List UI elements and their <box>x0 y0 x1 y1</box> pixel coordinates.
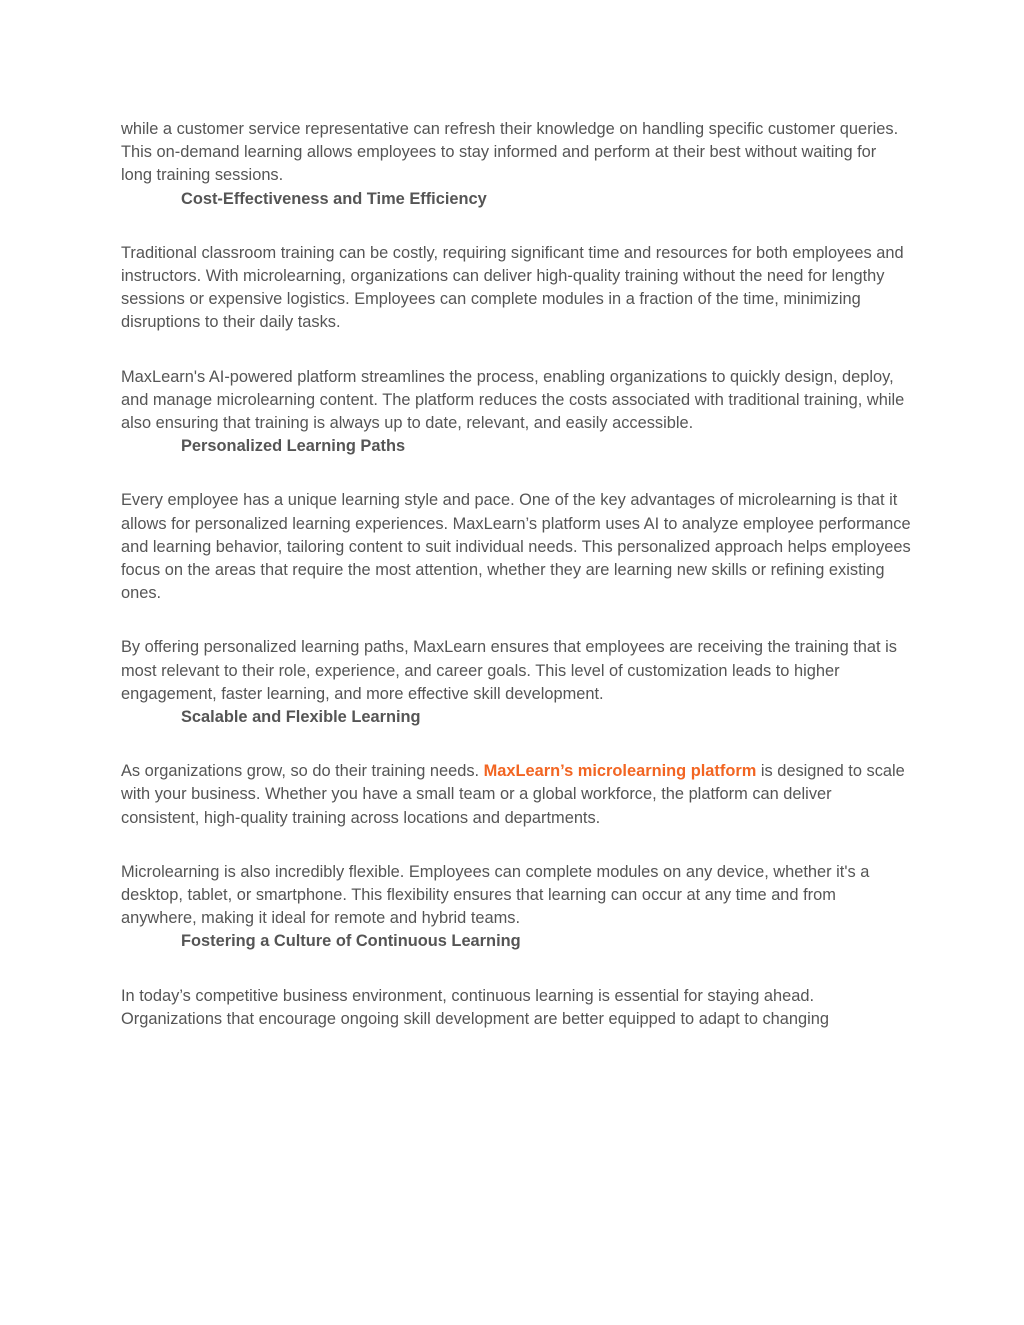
document-page <box>121 118 911 1031</box>
paragraph-learning-style: Every employee has a unique learning style and pace. One of the key advantages of microlearning is that it allows for personalized learning experiences. MaxLearn’s platform uses AI to analyze employee performance and learning behavior, tailoring content to suit individual needs. This personalized approach helps employees focus on the areas that require the most attention, whether they are learning new skills or refining existing ones. <box>121 491 911 603</box>
paragraph-organizations-grow <box>121 760 911 830</box>
paragraph-flexible-learning: Microlearning is also incredibly flexible. Employees can complete modules on any device, whether it's a desktop, tablet, or smartphone. This flexibility ensures that learning can occur at any time and from anywhere, making it ideal for remote and hybrid teams. <box>121 862 870 928</box>
paragraph-personalized-paths: By offering personalized learning paths, MaxLearn ensures that employees are receiving the training that is most relevant to their role, experience, and career goals. This level of customization leads to higher engagement, faster learning, and more effective skill development. <box>121 638 897 703</box>
heading-scalable-learning: Scalable and Flexible Learning <box>181 708 421 727</box>
paragraph-on-demand-continued: while a customer service representative can refresh their knowledge on handling specific customer queries. This on-demand learning allows employees to stay informed and perform at their best without waiting for long training sessions. <box>121 120 899 185</box>
heading-personalized-learning: Personalized Learning Paths <box>181 437 406 456</box>
paragraph-text-after-link: is designed to scale with your business. Whether you have a small team or a global workforce, the platform can deliver consistent, high-quality training across locations and departments. <box>121 762 905 827</box>
microlearning-platform-link[interactable]: MaxLearn’s microlearning platform <box>483 762 757 781</box>
paragraph-competitive-environment: In today’s competitive business environment, continuous learning is essential for staying ahead. Organizations that encourage ongoing skill development are better equipped to adapt to changing <box>121 986 830 1028</box>
heading-continuous-learning: Fostering a Culture of Continuous Learning <box>181 932 521 951</box>
paragraph-traditional-training: Traditional classroom training can be costly, requiring significant time and resources for both employees and instructors. With microlearning, organizations can deliver high-quality training without the need for lengthy sessions or expensive logistics. Employees can complete modules in a fraction of the time, minimizing disruptions to their daily tasks. <box>121 243 904 332</box>
heading-cost-effectiveness: Cost-Effectiveness and Time Efficiency <box>181 189 487 208</box>
paragraph-text-before-link: As organizations grow, so do their training needs. <box>121 762 484 781</box>
paragraph-ai-platform: MaxLearn's AI-powered platform streamlines the process, enabling organizations to quickly design, deploy, and manage microlearning content. The platform reduces the costs associated with traditional training, while also ensuring that training is always up to date, relevant, and easily accessible. <box>121 367 905 433</box>
